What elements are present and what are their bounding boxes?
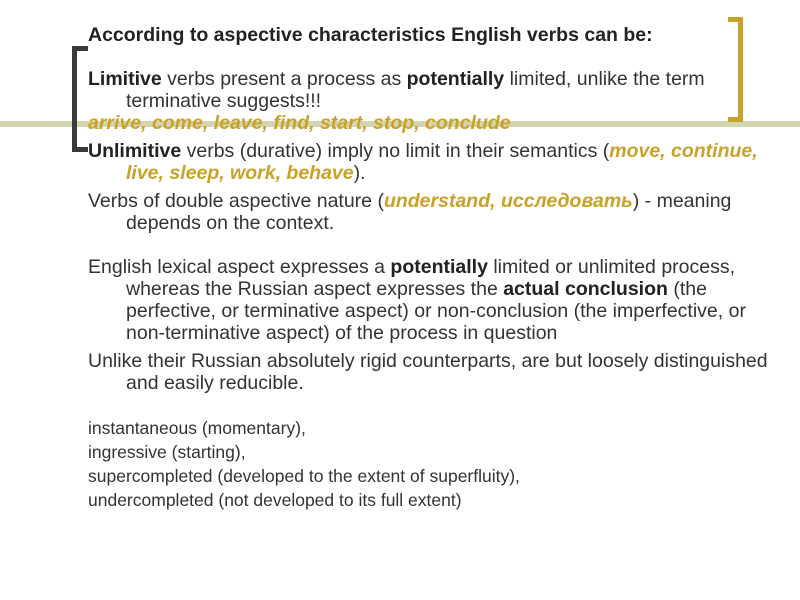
unlimitive-text-1: verbs (durative) imply no limit in their semantics (	[181, 140, 610, 162]
aspect-type-item: ingressive (starting),	[88, 442, 246, 462]
unlike-paragraph: Unlike their Russian absolutely rigid counterparts, are but loosely distinguished and easily reducible.	[88, 350, 768, 394]
double-text-2: ) - meaning depends on the context.	[126, 190, 732, 234]
limitive-term: Limitive	[88, 68, 162, 90]
limitive-text-2: limited, unlike the term terminative suggests!!!	[126, 68, 705, 112]
limitive-emphasis: potentially	[406, 68, 505, 90]
english-aspect-text-1: English lexical aspect expresses a	[88, 256, 391, 278]
aspect-type-item: undercompleted (not developed to its full extent)	[88, 490, 462, 510]
unlimitive-paragraph	[88, 140, 778, 184]
english-aspect-text-3: (the perfective, or terminative aspect) or non-conclusion (the imperfective, or non-terminative aspect) of the process in question	[126, 278, 746, 344]
unlimitive-term: Unlimitive	[88, 140, 182, 162]
limitive-text-1: verbs present a process as	[161, 68, 407, 90]
english-aspect-emphasis-2: actual conclusion	[503, 278, 668, 300]
english-aspect-emphasis-1: potentially	[390, 256, 488, 278]
aspect-type-item: instantaneous (momentary),	[88, 418, 306, 438]
double-aspective-paragraph	[88, 190, 778, 234]
limitive-paragraph	[88, 68, 778, 112]
english-aspect-text-2: limited or unlimited process, whereas the Russian aspect expresses the	[126, 256, 736, 300]
english-aspect-paragraph	[88, 256, 778, 344]
left-bracket-decoration	[72, 46, 88, 152]
double-examples: understand, исследовать	[383, 190, 633, 212]
double-text-1: Verbs of double aspective nature (	[88, 190, 384, 212]
aspect-type-item: supercompleted (developed to the extent of superfluity),	[88, 466, 520, 486]
unlimitive-examples: move, continue, live, sleep, work, behave	[126, 140, 758, 184]
unlimitive-text-2: ).	[353, 162, 366, 184]
limitive-examples: arrive, come, leave, find, start, stop, conclude	[88, 112, 511, 134]
slide-content	[88, 24, 778, 512]
slide-title: According to aspective characteristics English verbs can be:	[88, 24, 653, 46]
